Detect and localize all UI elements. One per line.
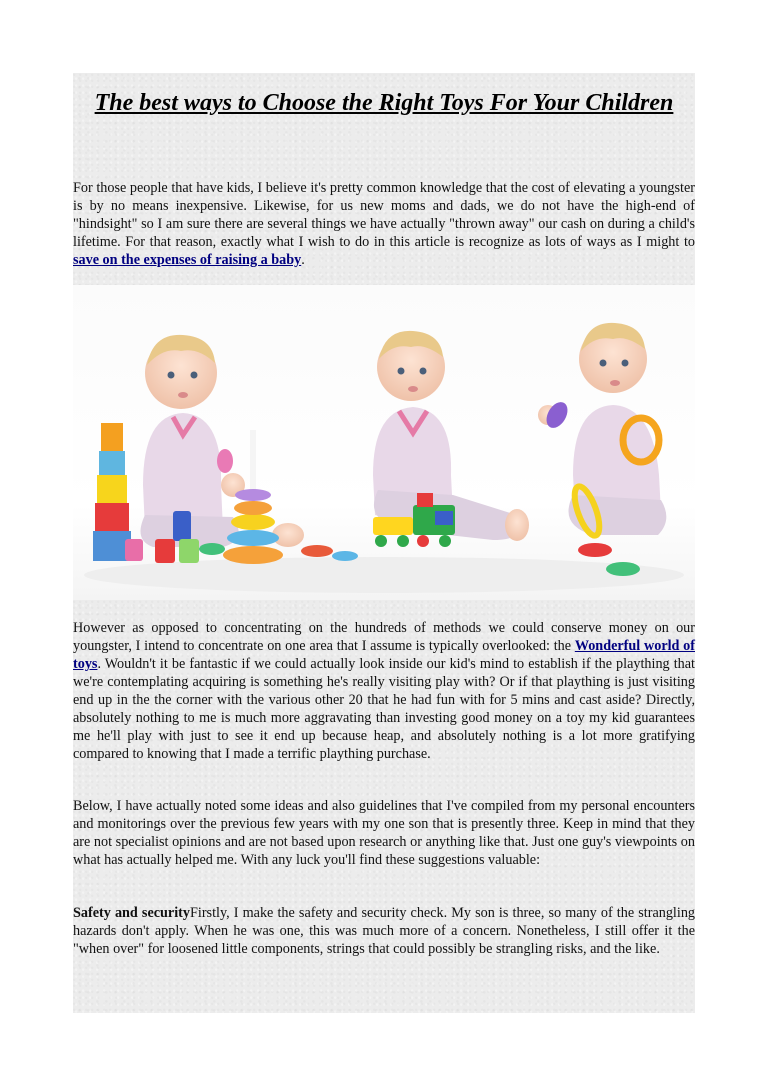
baby-3 xyxy=(538,323,666,576)
body-paragraph-3 xyxy=(73,904,695,958)
save-expenses-link[interactable]: save on the expenses of raising a baby xyxy=(73,252,302,268)
p1-text-after: . Wouldn't it be fantastic if we could actually look inside our kid's mind to establish if the plaything that we're contemplating acquiring is something he's really visiting play with? Or if that plaything is just visiting end up in the the corner with the various other 20 that he had fun with for 5 mins and cast aside? Directly, absolutely nothing to me is much more aggravating than investing good money on a toy my kid guarantees me he'll play with just to see it end up because heap, and absolutely nothing is a lot more gratifying compared to knowing that I made a terrific plaything purchase. xyxy=(73,656,695,762)
babies-with-toys-photo xyxy=(73,285,695,600)
intro-paragraph xyxy=(73,179,695,269)
safety-heading: Safety and security xyxy=(73,905,190,921)
intro-text: For those people that have kids, I believe it's pretty common knowledge that the cost of elevating a youngster is by no means inexpensive. Likewise, for us new moms and dads, we do not have the high-end of "hindsight" so I am sure there are several things we have actually "thrown away" our cash on during a child's lifetime. For that reason, exactly what I wish to do in this article is recognize as lots of ways as I might to xyxy=(73,180,695,250)
body-paragraph-2: Below, I have actually noted some ideas and also guidelines that I've compiled from my personal encounters and monitorings over the previous few years with my one son that is presently three. Keep in mind that they are not specialist opinions and are not based upon research or anything like that. Just one guy's viewpoints on what has actually helped me. With any luck you'll find these suggestions valuable: xyxy=(73,798,695,868)
article-title: The best ways to Choose the Right Toys For Your Children xyxy=(94,90,674,116)
article-body-panel xyxy=(73,600,695,1013)
safety-text: Firstly, I make the safety and security check. My son is three, so many of the strangling hazards don't apply. When he was one, this was much more of a concern. Nonetheless, I still offer it the "when over" for loosened little components, strings that could possibly be strangling risks, and the like. xyxy=(73,905,696,957)
ring-stacker-toy xyxy=(223,430,283,564)
article-header-panel xyxy=(73,73,695,285)
wonderful-world-of-toys-link[interactable]: Wonderful world of toys xyxy=(73,638,695,672)
babies-illustration xyxy=(73,285,695,600)
intro-end: . xyxy=(301,252,305,268)
p1-text-before: However as opposed to concentrating on the hundreds of methods we could conserve money on our youngster, I intend to concentrate on one area that I assume is typically overlooked: the xyxy=(73,620,695,654)
baby-1 xyxy=(141,335,305,547)
body-paragraph-1 xyxy=(73,619,695,763)
stacking-cups-toy xyxy=(93,423,131,561)
